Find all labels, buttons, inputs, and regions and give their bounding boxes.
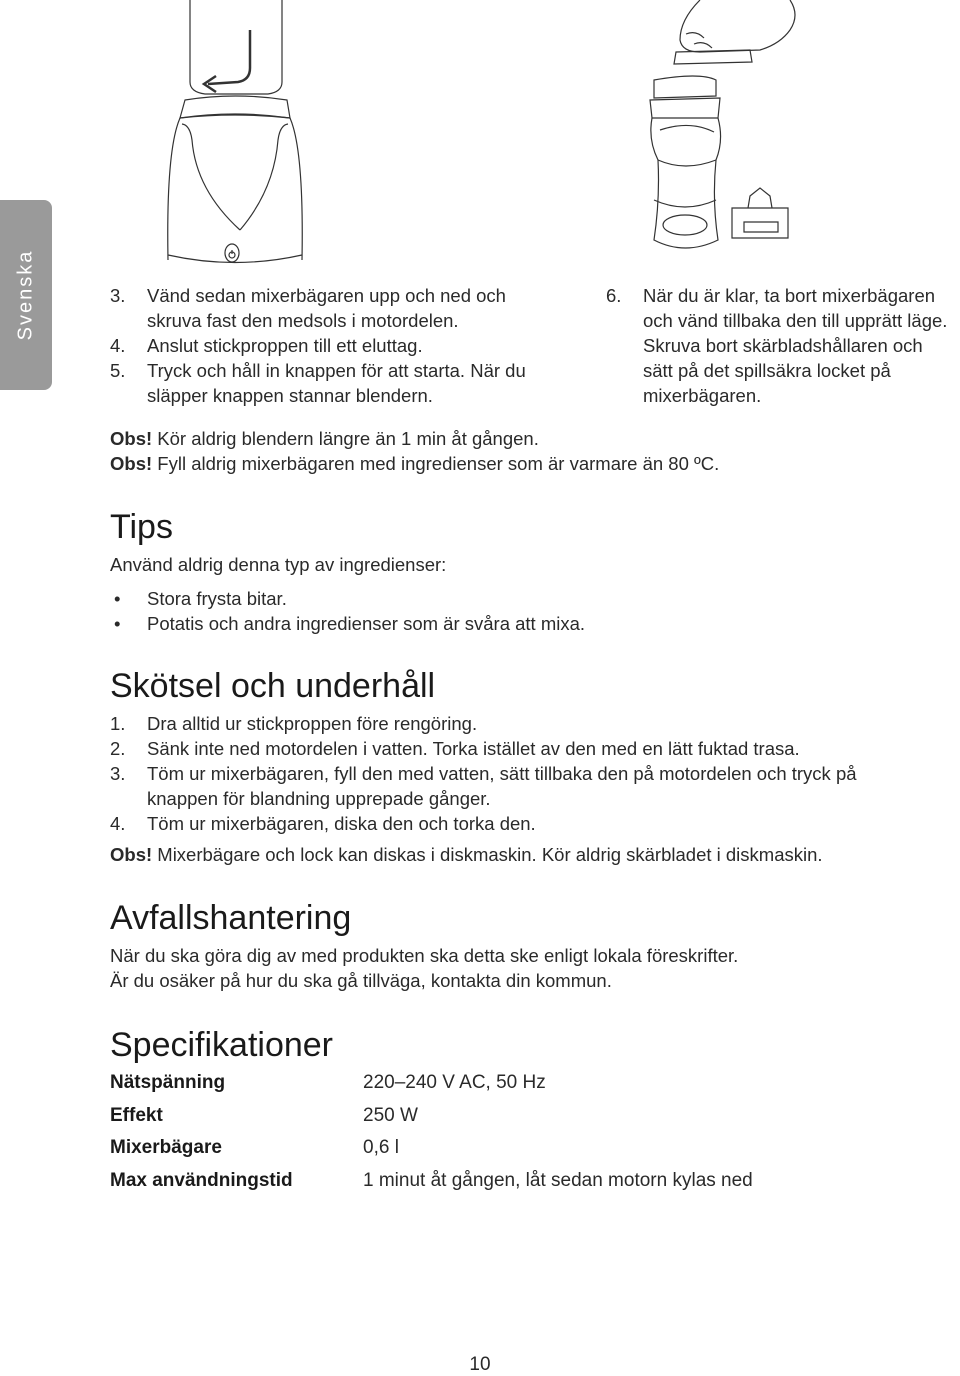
care-list xyxy=(110,711,920,867)
tips-heading: Tips xyxy=(110,508,173,546)
specs-heading: Specifikationer xyxy=(110,1026,334,1064)
warning-line: Obs! Fyll aldrig mixerbägaren med ingredienser som är varmare än 80 ºC. xyxy=(110,453,720,474)
spec-key: Max användningstid xyxy=(110,1170,293,1191)
care-heading: Skötsel och underhåll xyxy=(110,667,436,705)
spec-value: 220–240 V AC, 50 Hz xyxy=(363,1072,546,1093)
list-item: 3. Töm ur mixerbägaren, fyll den med vatten, sätt tillbaka den på motordelen och tryck på knappen för blandning upprepade gånger. xyxy=(110,763,857,809)
list-item: 5. Tryck och håll in knappen för att starta. När du släpper knappen stannar blendern. xyxy=(110,360,526,406)
list-item: 1. Dra alltid ur stickproppen före rengöring. xyxy=(110,713,478,734)
disposal-line: När du ska göra dig av med produkten ska detta ske enligt lokala föreskrifter. xyxy=(110,945,739,966)
page-number: 10 xyxy=(469,1354,491,1375)
warnings xyxy=(110,426,910,476)
spec-key: Effekt xyxy=(110,1105,163,1126)
spec-value: 1 minut åt gången, låt sedan motorn kylas ned xyxy=(363,1170,753,1191)
steps-right xyxy=(606,283,956,408)
language-tab xyxy=(0,200,52,390)
spec-value: 250 W xyxy=(363,1105,418,1126)
disposal-heading: Avfallshantering xyxy=(110,899,352,937)
disposal-text xyxy=(110,943,920,993)
warning-line: Obs! Kör aldrig blendern längre än 1 min åt gången. xyxy=(110,428,539,449)
language-tab-label: Svenska xyxy=(14,249,37,341)
list-item: 4. Töm ur mixerbägaren, diska den och torka den. xyxy=(110,813,536,834)
list-item: 6. När du är klar, ta bort mixerbägaren och vänd tillbaka den till upprätt läge. Skruva bort skärbladshållaren och sätt på det spillsäkra locket på mixerbägaren. xyxy=(606,285,948,406)
list-item: 3. Vänd sedan mixerbägaren upp och ned och skruva fast den medsols i motordelen. xyxy=(110,285,506,331)
spec-key: Mixerbägare xyxy=(110,1137,222,1158)
bullet-item: • Stora frysta bitar. xyxy=(110,586,910,611)
spec-value: 0,6 l xyxy=(363,1137,399,1158)
list-item: 2. Sänk inte ned motordelen i vatten. Torka istället av den med en lätt fuktad trasa. xyxy=(110,738,800,759)
list-item: 4. Anslut stickproppen till ett eluttag. xyxy=(110,335,423,356)
bullet-item: • Potatis och andra ingredienser som är svåra att mixa. xyxy=(110,611,910,636)
blender-remove-lid-illustration xyxy=(640,0,820,270)
blender-attach-illustration xyxy=(150,0,320,275)
tips-section xyxy=(110,552,910,636)
tips-intro: Använd aldrig denna typ av ingredienser: xyxy=(110,554,447,575)
steps-left xyxy=(110,283,550,408)
disposal-line: Är du osäker på hur du ska gå tillväga, kontakta din kommun. xyxy=(110,970,612,991)
spec-key: Nätspänning xyxy=(110,1072,226,1093)
care-note: Obs! Mixerbägare och lock kan diskas i diskmaskin. Kör aldrig skärbladet i diskmaskin. xyxy=(110,844,823,865)
